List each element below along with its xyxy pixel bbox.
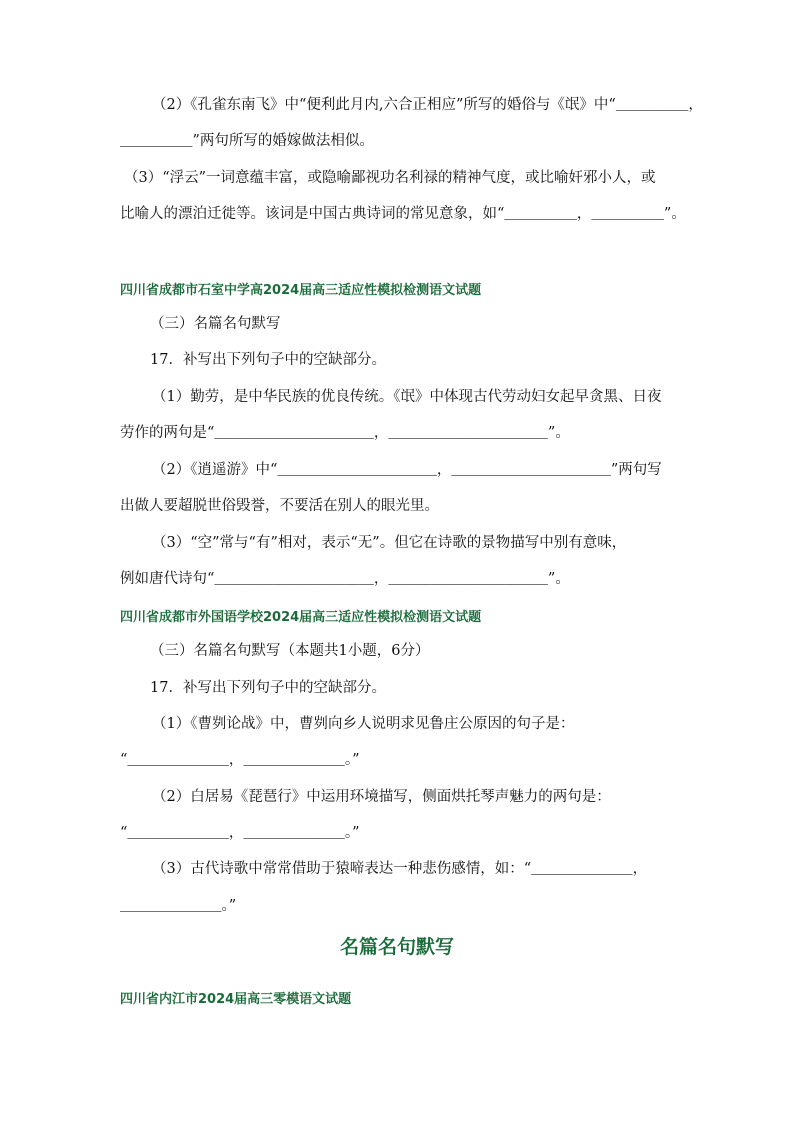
text-line: （2）白居易《琵琶行》中运用环境描写，侧面烘托琴声魅力的两句是： (152, 789, 611, 805)
subsection-title: （三）名篇名句默写 (150, 316, 281, 332)
text-line: ＿＿＿＿＿”两句所写的婚嫁做法相似。 (120, 133, 374, 149)
text-line: （3）“空”常与“有”相对，表示“无”。但它在诗歌的景物描写中别有意味， (152, 535, 627, 551)
text-line: “＿＿＿＿＿＿＿，＿＿＿＿＿＿＿。” (120, 825, 360, 841)
text-line: 例如唐代诗句“＿＿＿＿＿＿＿＿＿＿＿，＿＿＿＿＿＿＿＿＿＿＿”。 (120, 571, 570, 587)
section-heading: 四川省内江市2024届高三零模语文试题 (120, 992, 352, 1007)
section-heading: 四川省成都市石室中学高2024届高三适应性模拟检测语文试题 (120, 283, 482, 298)
text-line: （2）《孔雀东南飞》中“便利此月内,六合正相应”所写的婚俗与《氓》中“＿＿＿＿＿， (152, 97, 703, 113)
text-line: 出做人要超脱世俗毁誉，不要活在别人的眼光里。 (120, 498, 439, 514)
text-line: 劳作的两句是“＿＿＿＿＿＿＿＿＿＿＿，＿＿＿＿＿＿＿＿＿＿＿”。 (120, 425, 570, 441)
text-line: （1）《曹刿论战》中，曹刿向乡人说明求见鲁庄公原因的句子是： (152, 716, 575, 732)
page-title: 名篇名句默写 (339, 936, 454, 958)
text-line: （3）“浮云”一词意蕴丰富，或隐喻鄙视功名利禄的精神气度，或比喻奸邪小人，或 (124, 170, 656, 186)
text-line: “＿＿＿＿＿＿＿，＿＿＿＿＿＿＿。” (120, 752, 360, 768)
subsection-title: （三）名篇名句默写（本题共1小题，6分） (150, 643, 430, 659)
text-line: （2）《逍遥游》中“＿＿＿＿＿＿＿＿＿＿＿，＿＿＿＿＿＿＿＿＿＿＿”两句写 (152, 462, 662, 478)
text-line: （3）古代诗歌中常常借助于猿啼表达一种悲伤感情，如：“＿＿＿＿＿＿＿， (152, 861, 648, 877)
text-line: ＿＿＿＿＿＿＿。” (120, 898, 237, 914)
question-prompt: 17．补写出下列句子中的空缺部分。 (150, 352, 386, 368)
question-prompt: 17．补写出下列句子中的空缺部分。 (150, 680, 386, 696)
text-line: （1）勤劳，是中华民族的优良传统。《氓》中体现古代劳动妇女起早贪黑、日夜 (152, 389, 662, 405)
text-line: 比喻人的漂泊迁徙等。该词是中国古典诗词的常见意象，如“＿＿＿＿＿，＿＿＿＿＿”。 (120, 206, 686, 222)
section-heading: 四川省成都市外国语学校2024届高三适应性模拟检测语文试题 (120, 610, 482, 625)
